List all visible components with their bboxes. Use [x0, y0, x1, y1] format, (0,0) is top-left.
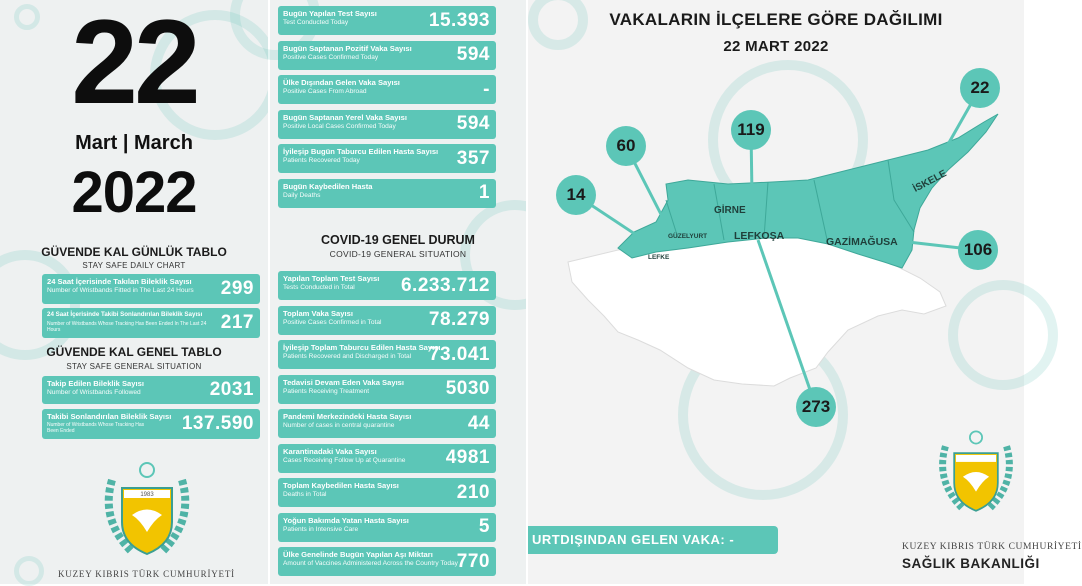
stat-value: 5030	[445, 378, 490, 399]
stat-label-en: Patients Recovered and Discharged in Total	[283, 353, 412, 360]
stat-label-tr: Yapılan Toplam Test Sayısı	[283, 274, 380, 283]
ministry-name-line1: KUZEY KIBRIS TÜRK CUMHURİYETİ	[902, 542, 1082, 552]
stat-label-tr: Bugün Kaybedilen Hasta	[283, 181, 373, 191]
stat-row	[278, 6, 496, 35]
district-case-bubble: 273	[796, 387, 836, 427]
stat-label-tr: Bugün Saptanan Yerel Vaka Sayısı	[283, 112, 407, 122]
ministry-label: KUZEY KIBRIS TÜRK CUMHURİYETİ	[58, 569, 235, 579]
stat-value: 6.233.712	[400, 274, 490, 296]
stat-value: 210	[456, 481, 490, 503]
stat-label-en: Patients Recovered Today	[283, 157, 360, 164]
stat-label-en: Test Conducted Today	[283, 19, 349, 26]
stat-row	[278, 513, 496, 542]
district-case-bubble: 14	[556, 175, 596, 215]
stat-label-en: Daily Deaths	[283, 191, 321, 199]
virus-decoration	[14, 556, 44, 586]
stat-row	[278, 41, 496, 70]
stat-value: 44	[467, 412, 490, 434]
emblem-year: 1983	[140, 492, 154, 498]
stat-label-en: Number of Wristbands Whose Tracking Has Been Ended	[47, 422, 145, 434]
stat-row-wristbands-followed	[42, 376, 260, 404]
stat-value: 770	[456, 550, 490, 572]
stat-row	[278, 478, 496, 507]
stat-label-en: Positive Local Cases Confirmed Today	[283, 122, 396, 130]
stat-value: 594	[456, 113, 490, 134]
stat-label-en: Patients Receiving Treatment	[283, 387, 370, 395]
stat-row	[278, 110, 496, 139]
stat-value: 137.590	[181, 413, 254, 434]
date-day: 22	[71, 0, 197, 129]
stat-row	[278, 547, 496, 576]
daily-chart-title: GÜVENDE KAL GÜNLÜK TABLO	[41, 245, 227, 259]
middle-panel	[270, 0, 526, 584]
left-panel	[0, 0, 268, 584]
general-status-title: COVID-19 GENEL DURUM	[321, 233, 475, 247]
stat-label-en: Amount of Vaccines Administered Across the Country Today	[283, 560, 458, 567]
stat-label-tr: Bugün Yapılan Test Sayısı	[283, 9, 377, 18]
state-emblem-icon	[92, 460, 202, 566]
district-name-label: İSKELE	[911, 168, 949, 195]
district-name-label: GÜZELYURT	[668, 233, 708, 240]
stat-value: -	[483, 78, 490, 100]
stat-label-tr: Toplam Kaybedilen Hasta Sayısı	[283, 481, 399, 490]
stat-row	[278, 144, 496, 173]
stat-value: 78.279	[428, 309, 490, 330]
stat-label-tr: Pandemi Merkezindeki Hasta Sayısı	[283, 412, 412, 421]
stat-value: 594	[456, 44, 490, 65]
stat-label-tr: İyileşip Toplam Taburcu Edilen Hasta Sayısı	[283, 343, 441, 352]
general-chart-title: GÜVENDE KAL GENEL TABLO	[46, 345, 222, 359]
stat-row	[278, 340, 496, 369]
stat-label-tr: Toplam Vaka Sayısı	[283, 308, 353, 318]
stat-label-en: Cases Receiving Follow Up at Quarantine	[283, 456, 406, 464]
stat-value: 15.393	[428, 9, 490, 31]
stat-label-tr: 24 Saat İçerisinde Takılan Bileklik Sayısı	[47, 277, 192, 286]
stat-row	[278, 375, 496, 404]
district-name-label: GİRNE	[714, 205, 746, 216]
stat-label-tr: Ülke Dışından Gelen Vaka Sayısı	[283, 78, 400, 87]
stat-label-en: Patients in Intensive Care	[283, 525, 359, 533]
stat-value: 4981	[445, 447, 490, 468]
stat-value: 1	[478, 182, 490, 203]
stat-label-en: Number of cases in central quarantine	[283, 422, 395, 429]
abroad-cases-banner: URTDIŞINDAN GELEN VAKA: -	[528, 526, 778, 554]
stat-row	[278, 444, 496, 473]
map-panel	[528, 0, 1082, 584]
stat-row	[278, 75, 496, 104]
stat-row	[278, 409, 496, 438]
district-case-bubble: 106	[958, 230, 998, 270]
general-chart-subtitle: STAY SAFE GENERAL SITUATION	[66, 362, 202, 371]
stat-value: 217	[220, 312, 254, 333]
stat-label-en: Positive Cases Confirmed in Total	[283, 318, 382, 326]
stat-label-tr: Bugün Saptanan Pozitif Vaka Sayısı	[283, 43, 412, 53]
stat-row-wristbands-fitted	[42, 274, 260, 304]
stat-label-en: Number of Wristbands Followed	[47, 389, 141, 396]
stat-label-en: Positive Cases From Abroad	[283, 88, 367, 95]
map-title: VAKALARIN İLÇELERE GÖRE DAĞILIMI	[609, 10, 943, 29]
stat-label-tr: Ülke Genelinde Bugün Yapılan Aşı Miktarı	[283, 550, 433, 559]
district-name-label: LEFKE	[648, 254, 670, 261]
stat-value: 5	[478, 516, 490, 537]
general-status-subtitle: COVID-19 GENERAL SITUATION	[329, 249, 467, 259]
stat-label-tr: Yoğun Bakımda Yatan Hasta Sayısı	[283, 515, 409, 525]
district-name-label: GAZİMAĞUSA	[826, 236, 898, 248]
district-case-bubble: 22	[960, 68, 1000, 108]
stat-label-en: Number of Wristbands Fitted in The Last 24 Hours	[47, 287, 194, 294]
map-date: 22 MART 2022	[723, 38, 829, 55]
district-case-bubble: 60	[606, 126, 646, 166]
stat-value: 2031	[209, 379, 254, 400]
stat-label-en: Number of Wristbands Whose Tracking Has Been Ended In The Last 24 Hours	[47, 321, 207, 333]
stat-row	[278, 179, 496, 208]
date-year: 2022	[71, 160, 197, 225]
state-emblem-icon	[928, 420, 1024, 530]
stat-value: 357	[456, 147, 490, 169]
stat-label-tr: Takibi Sonlandırılan Bileklik Sayısı	[47, 412, 172, 421]
stat-row-wristbands-ended	[42, 308, 260, 338]
stat-label-en: Deaths in Total	[283, 491, 327, 498]
stat-row	[278, 306, 496, 335]
stat-value: 299	[220, 278, 254, 299]
stat-label-tr: 24 Saat İçerisinde Takibi Sonlandırılan Bileklik Sayısı	[47, 311, 203, 318]
stat-value: 73.041	[428, 343, 490, 365]
district-case-bubble: 119	[731, 110, 771, 150]
stat-label-tr: Tedavisi Devam Eden Vaka Sayısı	[283, 377, 405, 387]
stat-row	[278, 271, 496, 300]
stat-label-en: Tests Conducted in Total	[283, 284, 355, 291]
stat-label-tr: İyileşip Bugün Taburcu Edilen Hasta Sayısı	[283, 147, 439, 156]
stat-label-en: Positive Cases Confirmed Today	[283, 53, 379, 61]
stat-label-tr: Takip Edilen Bileklik Sayısı	[47, 379, 144, 388]
district-name-label: LEFKOŞA	[734, 230, 785, 242]
stat-label-tr: Karantinadaki Vaka Sayısı	[283, 446, 377, 456]
stat-row-wristbands-total-ended	[42, 409, 260, 439]
daily-chart-subtitle: STAY SAFE DAILY CHART	[82, 261, 186, 270]
date-month: Mart | March	[75, 132, 193, 154]
ministry-name-line2: SAĞLIK BAKANLIĞI	[902, 556, 1040, 571]
